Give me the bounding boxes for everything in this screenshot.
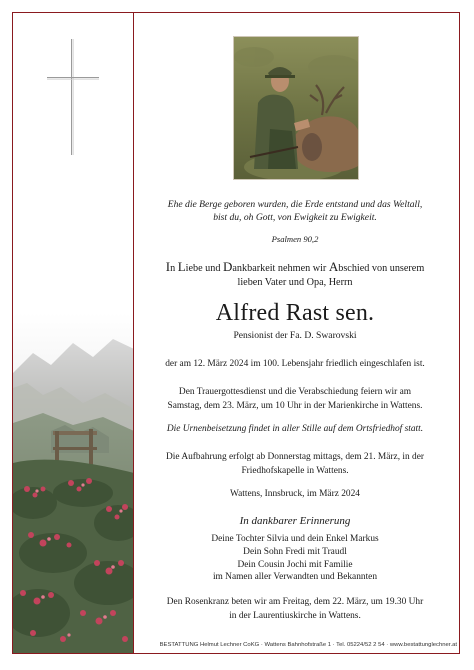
service-line-1: Den Trauergottesdienst und die Verabschiedung feiern wir am [178, 387, 412, 397]
family-member-1: Deine Tochter Silvia und dein Enkel Markus [211, 534, 379, 544]
intro-line-1 [145, 260, 445, 276]
deceased-name: Alfred Rast sen. [215, 300, 375, 326]
laying-in-state [145, 451, 445, 478]
quote-line-2: bist du, oh Gott, von Ewigkeit zu Ewigkeit. [213, 212, 377, 223]
intro-segment-1: n [170, 263, 178, 274]
family-member-4: im Namen aller Verwandten und Bekannten [212, 572, 378, 583]
alpine-landscape-image [13, 313, 134, 653]
intro-initial-a: A [328, 259, 339, 274]
laying-line-1: Die Aufbahrung erfolgt ab Donnerstag mittags, dem 21. März, in der [165, 452, 424, 462]
bible-quote [145, 198, 445, 224]
death-notice: der am 12. März 2024 im 100. Lebensjahr friedlich eingeschlafen ist. [165, 359, 425, 369]
quote-line-1: Ehe die Berge geboren wurden, die Erde entstand und das Weltall, [167, 199, 423, 210]
place-and-date: Wattens, Innsbruck, im März 2024 [230, 489, 360, 499]
deceased-role: Pensionist der Fa. D. Swarovski [233, 330, 357, 341]
family-member-3: Dein Cousin Jochi mit Familie [237, 559, 353, 570]
portrait-photo [233, 36, 359, 180]
quote-source: Psalmen 90,2 [271, 234, 319, 244]
intro-segment-4: bschied von unserem [338, 263, 425, 274]
intro-initial-d: D [223, 259, 233, 274]
rosary-line-2: in der Laurentiuskirche in Wattens. [229, 610, 361, 621]
intro-segment-2: iebe und [185, 263, 223, 274]
service-line-2: Samstag, dem 23. März, um 10 Uhr in der Marienkirche in Wattens. [167, 400, 423, 411]
family-list [145, 533, 445, 584]
memory-heading: In dankbarer Erinnerung [239, 515, 351, 527]
laying-line-2: Friedhofskapelle in Wattens. [241, 465, 349, 476]
intro-initial-l: L [177, 259, 186, 274]
intro-line-2: lieben Vater und Opa, Herrn [237, 277, 353, 288]
intro-text [145, 260, 445, 290]
left-decorative-column [13, 13, 134, 653]
rosary-line-1: Den Rosenkranz beten wir am Freitag, dem 22. März, um 19.30 Uhr [166, 597, 424, 607]
funeral-home-footer: BESTATTUNG Helmut Lechner CoKG · Wattens Bahnhofstraße 1 · Tel. 05224/52 2 54 · www.bestattunglechner.at [159, 642, 457, 648]
urn-burial-note: Die Urnenbeisetzung findet in aller Stille auf dem Ortsfriedhof statt. [166, 424, 424, 434]
family-member-2: Dein Sohn Fredi mit Traudl [243, 546, 347, 557]
intro-segment-3: ankbarkeit nehmen wir [232, 263, 329, 274]
funeral-service [145, 386, 445, 413]
intro-initial-i: I [165, 259, 171, 274]
rosary-notice [145, 596, 445, 623]
cross-icon [13, 13, 134, 173]
